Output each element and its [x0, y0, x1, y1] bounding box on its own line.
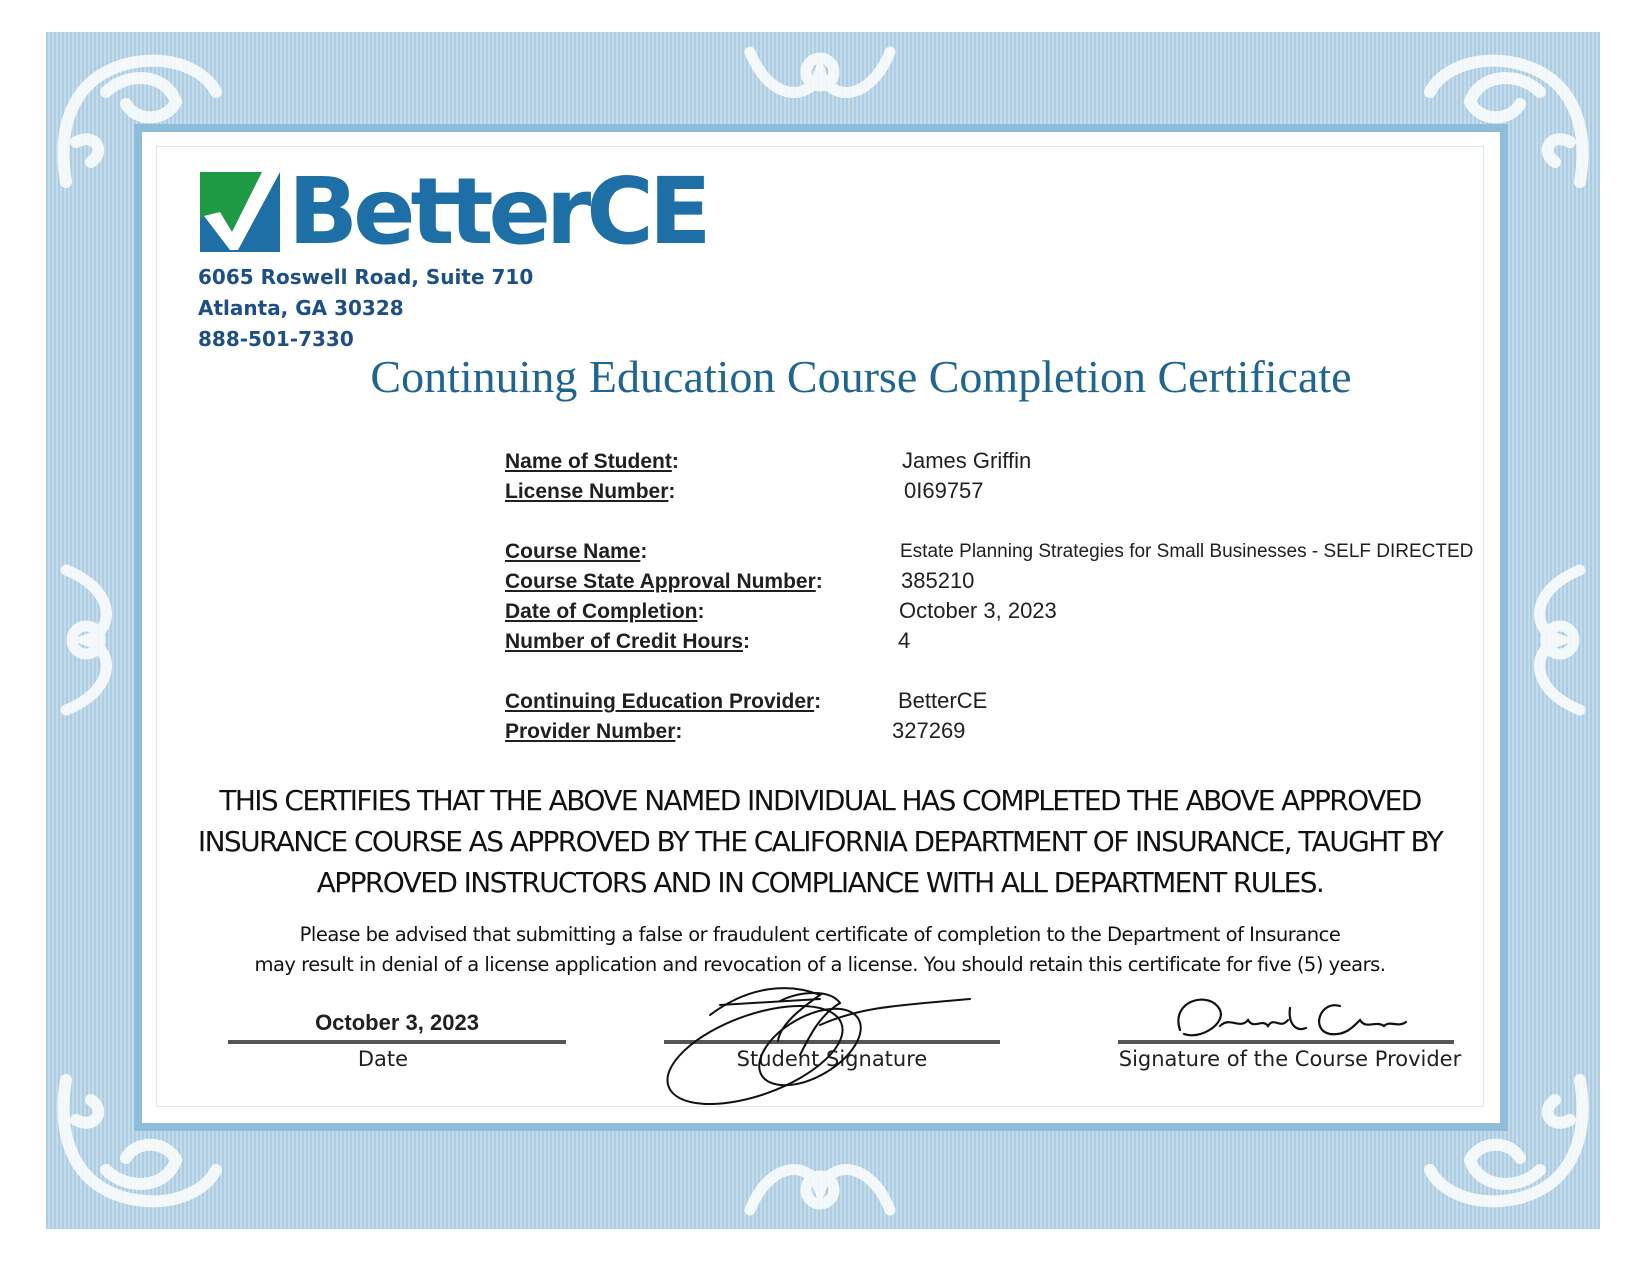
license-number-label: License Number:: [505, 480, 676, 503]
date-caption: Date: [357, 1047, 409, 1071]
date-line: [228, 1040, 566, 1044]
provider-number-value: 327269: [892, 718, 966, 743]
certificate-title: Continuing Education Course Completion Certificate: [370, 351, 1352, 402]
edge-ornament-bottom: [740, 1140, 900, 1230]
address-line-1: 6065 Roswell Road, Suite 710: [198, 265, 534, 289]
checkmark-logo-icon: [200, 172, 280, 252]
edge-ornament-top: [740, 32, 900, 122]
provider-label: Continuing Education Provider:: [505, 690, 822, 713]
provider-signature-image: [1170, 990, 1410, 1050]
provider-signature-caption: Signature of the Course Provider: [1118, 1047, 1462, 1071]
signature-date-value: October 3, 2023: [315, 1010, 479, 1035]
certification-line-2: INSURANCE COURSE AS APPROVED BY THE CALIFORNIA DEPARTMENT OF INSURANCE, TAUGHT BY: [197, 825, 1443, 858]
provider-phone: 888-501-7330: [198, 327, 354, 351]
betterce-logo: [200, 158, 707, 265]
logo-wordmark: BetterCE: [288, 158, 707, 265]
completion-date-label: Date of Completion:: [505, 600, 705, 623]
license-number-value: 0I69757: [904, 478, 984, 503]
course-approval-label: Course State Approval Number:: [505, 570, 823, 593]
advisory-line-2: may result in denial of a license application and revocation of a license. You should retain this certificate for five (5) years.: [254, 953, 1386, 976]
edge-ornament-left: [46, 560, 136, 720]
credit-hours-label: Number of Credit Hours:: [505, 630, 751, 653]
provider-address: [198, 262, 533, 355]
edge-ornament-right: [1510, 560, 1600, 720]
certification-statement: [170, 780, 1470, 903]
advisory-line-1: Please be advised that submitting a false or fraudulent certificate of completion to the Department of Insurance: [299, 923, 1341, 946]
certification-line-1: THIS CERTIFIES THAT THE ABOVE NAMED INDIVIDUAL HAS COMPLETED THE ABOVE APPROVED: [219, 784, 1421, 817]
course-approval-value: 385210: [901, 568, 975, 593]
address-line-2: Atlanta, GA 30328: [198, 296, 404, 320]
credit-hours-value: 4: [898, 628, 911, 653]
course-name-value: Estate Planning Strategies for Small Businesses - SELF DIRECTED: [900, 541, 1474, 562]
completion-date-value: October 3, 2023: [899, 598, 1057, 623]
student-name-label: Name of Student:: [505, 450, 679, 473]
provider-number-label: Provider Number:: [505, 720, 683, 743]
provider-value: BetterCE: [898, 688, 988, 713]
certification-line-3: APPROVED INSTRUCTORS AND IN COMPLIANCE WITH ALL DEPARTMENT RULES.: [316, 866, 1324, 899]
student-signature-image: [660, 975, 980, 1105]
student-signature-caption: Student Signature: [736, 1047, 928, 1071]
advisory-notice: [170, 920, 1470, 980]
student-name-value: James Griffin: [902, 448, 1032, 473]
course-name-label: Course Name:: [505, 540, 648, 563]
